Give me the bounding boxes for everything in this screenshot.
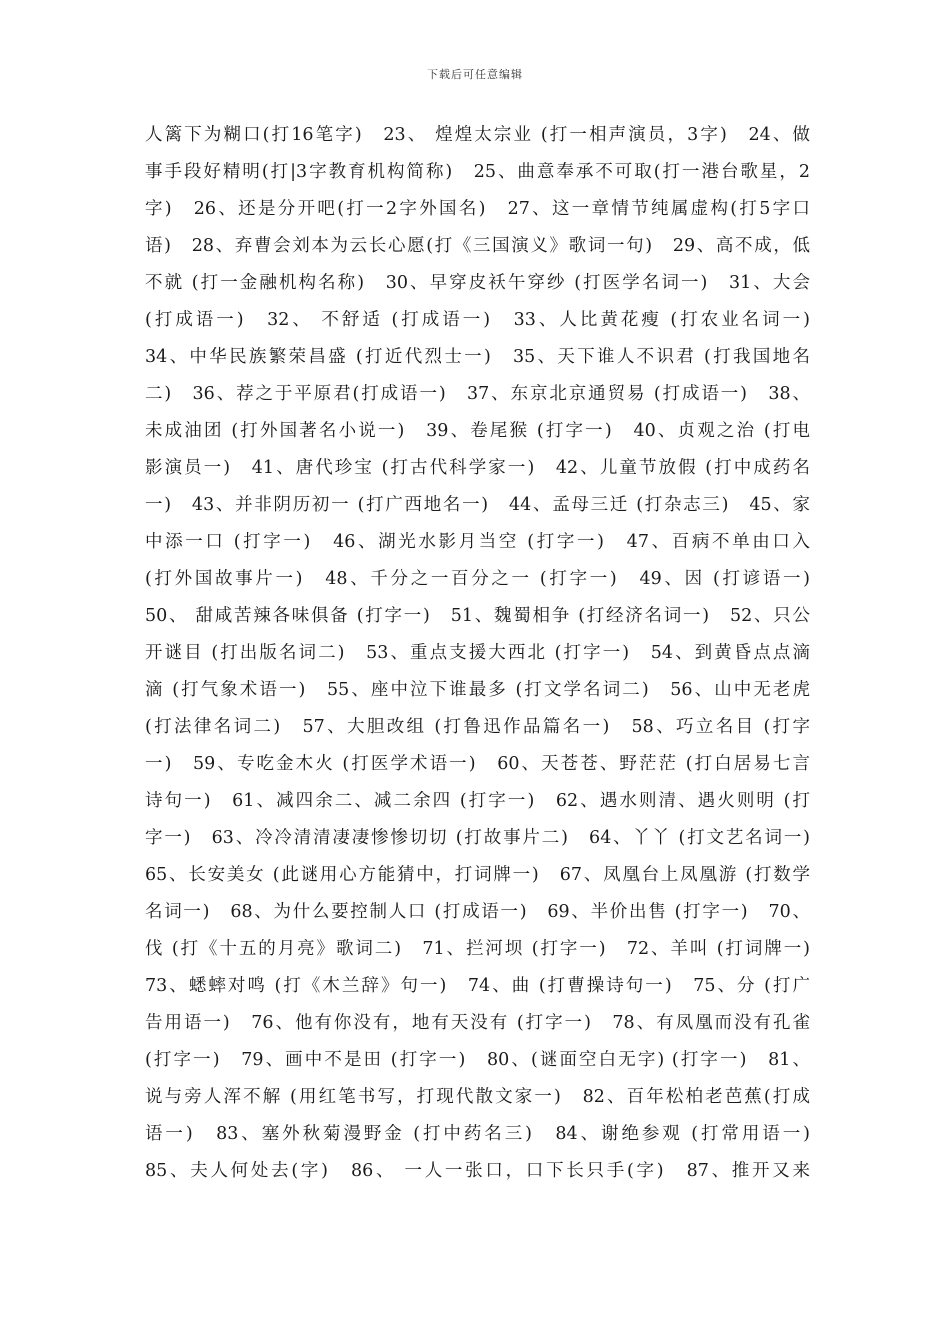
page-header-note: 下载后可任意编辑	[427, 68, 523, 81]
text-line: 未成油团 (打外国著名小说一) 39、卷尾猴 (打字一) 40、贞观之治 (打电	[145, 421, 810, 441]
text-line: 二) 36、荐之于平原君(打成语一) 37、东京北京通贸易 (打成语一) 38、	[145, 384, 810, 404]
text-line: 一) 43、并非阴历初一 (打广西地名一) 44、孟母三迁 (打杂志三) 45、家	[145, 495, 810, 515]
text-line: 字一) 63、冷冷清清凄凄惨惨切切 (打故事片二) 64、丫丫 (打文艺名词一)	[145, 828, 810, 848]
text-line: 语一) 83、塞外秋菊漫野金 (打中药名三) 84、谢绝参观 (打常用语一)	[145, 1124, 810, 1144]
text-line: 滴 (打气象术语一) 55、座中泣下谁最多 (打文学名词二) 56、山中无老虎	[145, 680, 810, 700]
text-line: (打成语一) 32、 不舒适 (打成语一) 33、人比黄花瘦 (打农业名词一)	[145, 310, 810, 330]
text-line: 中添一口 (打字一) 46、湖光水影月当空 (打字一) 47、百病不单由口入	[145, 532, 810, 552]
text-line: 人篱下为糊口(打16笔字) 23、 煌煌太宗业 (打一相声演员，3字) 24、做	[145, 125, 810, 145]
text-line: (打字一) 79、画中不是田 (打字一) 80、(谜面空白无字) (打字一) 81、	[145, 1050, 810, 1070]
text-line: 名词一) 68、为什么要控制人口 (打成语一) 69、半价出售 (打字一) 70、	[145, 902, 810, 922]
text-line: 说与旁人浑不解 (用红笔书写，打现代散文家一) 82、百年松柏老芭蕉(打成	[145, 1087, 810, 1107]
text-line: 开谜目 (打出版名词二) 53、重点支援大西北 (打字一) 54、到黄昏点点滴	[145, 643, 810, 663]
text-line: 事手段好精明(打|3字教育机构简称) 25、曲意奉承不可取(打一港台歌星，2	[145, 162, 810, 182]
text-line: 65、长安美女 (此谜用心方能猜中，打词牌一) 67、凤凰台上凤凰游 (打数学	[145, 865, 810, 885]
text-line: 影演员一) 41、唐代珍宝 (打古代科学家一) 42、儿童节放假 (打中成药名	[145, 458, 810, 478]
text-line: 不就 (打一金融机构名称) 30、早穿皮袄午穿纱 (打医学名词一) 31、大会	[145, 273, 810, 293]
text-line: 85、夫人何处去(字) 86、 一人一张口，口下长只手(字) 87、推开又来	[145, 1161, 810, 1181]
text-line: 语) 28、弃曹会刘本为云长心愿(打《三国演义》歌词一句) 29、高不成，低	[145, 236, 810, 256]
text-line: (打外国故事片一) 48、千分之一百分之一 (打字一) 49、因 (打谚语一)	[145, 569, 810, 589]
text-line: 一) 59、专吃金木火 (打医学术语一) 60、天苍苍、野茫茫 (打白居易七言	[145, 754, 810, 774]
text-line: 告用语一) 76、他有你没有，地有天没有 (打字一) 78、有凤凰而没有孔雀	[145, 1013, 810, 1033]
text-line: (打法律名词二) 57、大胆改组 (打鲁迅作品篇名一) 58、巧立名目 (打字	[145, 717, 810, 737]
riddle-text-block	[145, 122, 810, 1195]
text-line: 73、蟋蟀对鸣 (打《木兰辞》句一) 74、曲 (打曹操诗句一) 75、分 (打广	[145, 976, 810, 996]
text-line: 伐 (打《十五的月亮》歌词二) 71、拦河坝 (打字一) 72、羊叫 (打词牌一)	[145, 939, 810, 959]
text-line: 诗句一) 61、减四余二、减二余四 (打字一) 62、遇水则清、遇火则明 (打	[145, 791, 810, 811]
text-line: 34、中华民族繁荣昌盛 (打近代烈士一) 35、天下谁人不识君 (打我国地名	[145, 347, 810, 367]
text-line: 50、 甜咸苦辣各味俱备 (打字一) 51、魏蜀相争 (打经济名词一) 52、只公	[145, 606, 810, 626]
text-line: 字) 26、还是分开吧(打一2字外国名) 27、这一章情节纯属虚构(打5字口	[145, 199, 810, 219]
